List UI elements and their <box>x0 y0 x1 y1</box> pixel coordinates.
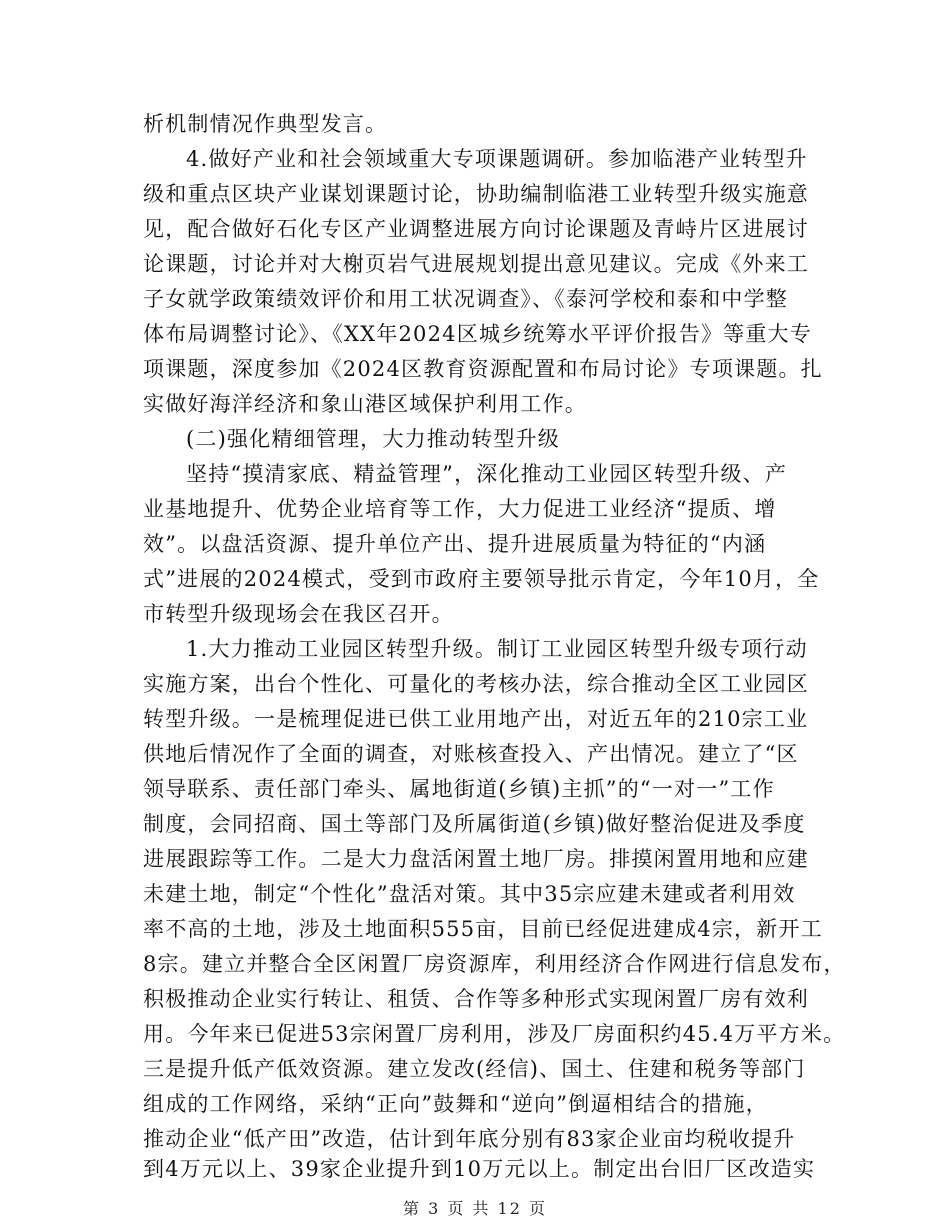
text-line: 到4万元以上、39家企业提升到10万元以上。制定出台旧厂区改造实 <box>143 1157 816 1181</box>
text-line: 论课题，讨论并对大榭页岩气进展规划提出意见建议。完成《外来工 <box>143 252 809 276</box>
text-line: 制度，会同招商、国土等部门及所属街道(乡镇)做好整治促进及季度 <box>143 812 806 836</box>
text-line: 8宗。建立并整合全区闲置厂房资源库，利用经济合作网进行信息发布， <box>143 952 846 976</box>
text-line: 业基地提升、优势企业培育等工作，大力促进工业经济“提质、增 <box>143 497 777 521</box>
text-line: 体布局调整讨论》、《XX年2024区城乡统筹水平评价报告》等重大专 <box>143 322 812 346</box>
text-line: 1.大力推动工业园区转型升级。制订工业园区转型升级专项行动 <box>186 637 808 661</box>
text-line: 未建土地，制定“个性化”盘活对策。其中35宗应建未建或者利用效 <box>143 882 796 906</box>
text-line: 效”。以盘活资源、提升单位产出、提升进展质量为特征的“内涵 <box>143 532 767 556</box>
text-line: 实做好海洋经济和象山港区域保护利用工作。 <box>143 392 587 416</box>
text-line: 项课题，深度参加《2024区教育资源配置和布局讨论》专项课题。扎 <box>143 357 823 381</box>
text-line: 转型升级。一是梳理促进已供工业用地产出，对近五年的210宗工业 <box>143 707 809 731</box>
text-line: 率不高的土地，涉及土地面积555亩，目前已经促进建成4宗，新开工 <box>143 917 823 941</box>
text-line: 积极推动企业实行转让、租赁、合作等多种形式实现闲置厂房有效利 <box>143 987 809 1011</box>
section-heading: (二)强化精细管理，大力推动转型升级 <box>186 427 560 451</box>
text-line: 领导联系、责任部门牵头、属地街道(乡镇)主抓”的“一对一”工作 <box>143 777 775 801</box>
page-number-footer: 第 3 页 共 12 页 <box>403 1199 547 1218</box>
text-line: 式”进展的2024模式，受到市政府主要领导批示肯定，今年10月，全 <box>143 567 820 591</box>
text-line: 推动企业“低产田”改造，估计到年底分别有83家企业亩均税收提升 <box>143 1127 796 1151</box>
text-line: 用。今年来已促进53宗闲置厂房利用，涉及厂房面积约45.4万平方米。 <box>143 1022 846 1046</box>
text-line: 见，配合做好石化专区产业调整进展方向讨论课题及青峙片区进展讨 <box>143 217 809 241</box>
text-line: 级和重点区块产业谋划课题讨论，协助编制临港工业转型升级实施意 <box>143 182 809 206</box>
text-line: 进展跟踪等工作。二是大力盘活闲置土地厂房。排摸闲置用地和应建 <box>143 847 809 871</box>
text-line: 市转型升级现场会在我区召开。 <box>143 602 454 626</box>
text-line: 实施方案，出台个性化、可量化的考核办法，综合推动全区工业园区 <box>143 672 809 696</box>
text-line: 子女就学政策绩效评价和用工状况调查》、《泰河学校和泰和中学整 <box>143 287 788 311</box>
text-line: 析机制情况作典型发言。 <box>143 112 388 136</box>
text-line: 4.做好产业和社会领域重大专项课题调研。参加临港产业转型升 <box>186 147 808 171</box>
text-line: 供地后情况作了全面的调查，对账核查投入、产出情况。建立了“区 <box>143 742 799 766</box>
text-line: 坚持“摸清家底、精益管理”，深化推动工业园区转型升级、产 <box>186 462 788 486</box>
text-line: 三是提升低产低效资源。建立发改(经信)、国土、住建和税务等部门 <box>143 1057 806 1081</box>
text-line: 组成的工作网络，采纳“正向”鼓舞和“逆向”倒逼相结合的措施， <box>143 1092 768 1116</box>
